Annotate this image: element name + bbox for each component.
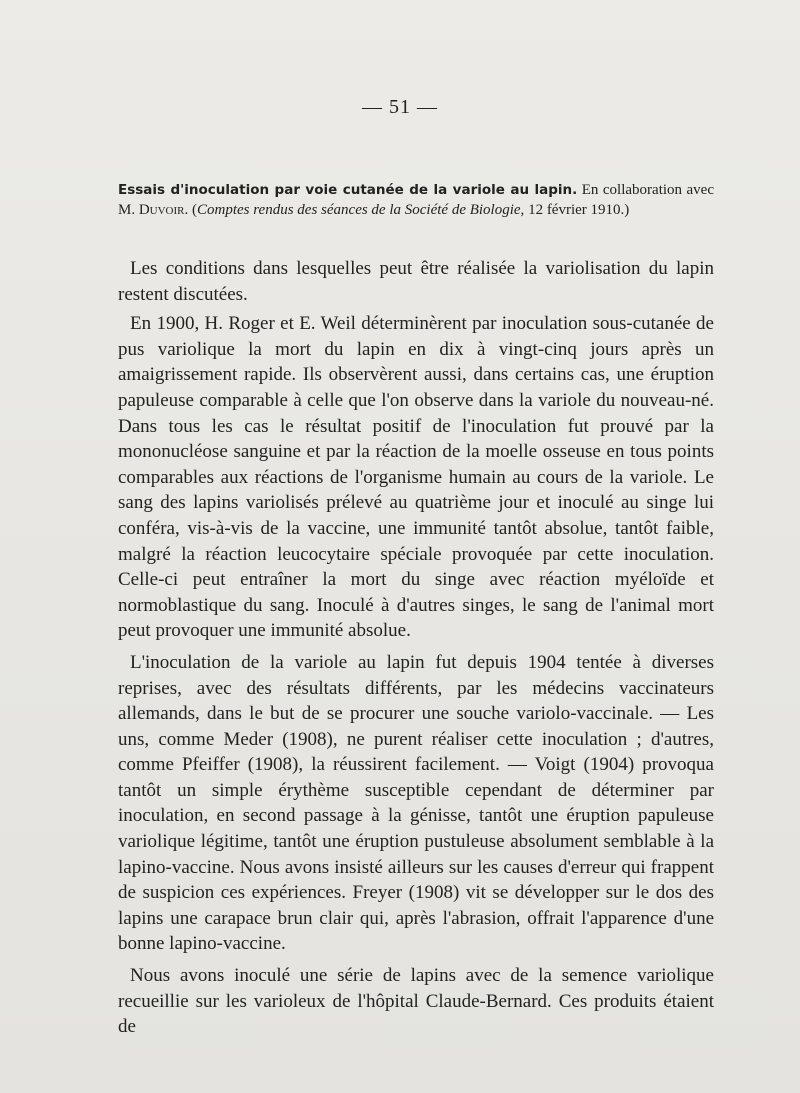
author-name: M. Duvoir. bbox=[118, 202, 189, 218]
paragraph-1: Les conditions dans lesquelles peut être réalisée la variolisation du lapin restent discutées. bbox=[118, 258, 714, 305]
reference-date: 12 février 1910.) bbox=[528, 202, 630, 218]
paragraph-2: En 1900, H. Roger et E. Weil déterminèrent par inoculation sous-cutanée de pus variolique la mort du lapin en dix à vingt-cinq jours après un amaigrissement rapide. Ils observèrent aussi, dans certains cas, une éruption papuleuse comparable à celle que l'on observe dans la variole du nouveau-né. Dans tous les cas le résultat positif de l'inoculation fut prouvé par la mononucléose sanguine et par la réaction de la moelle osseuse en tous points comparables aux réactions de l'organisme humain au cours de la variole. Le sang des lapins variolisés prélevé au quatrième jour et inoculé au singe lui conféra, vis-à-vis de la vaccine, une immunité tantôt absolue, tantôt faible, malgré la réaction leucocytaire spéciale provoquée par cette inoculation. Celle-ci peut entraîner la mort du singe avec réaction myéloïde et normoblastique du sang. Inoculé à d'autres singes, le sang de l'animal mort peut provoquer une immunité absolue. bbox=[118, 313, 714, 642]
article-title: Essais d'inoculation par voie cutanée de la variole au lapin. bbox=[118, 182, 578, 198]
reference-journal: Comptes rendus des séances de la Société de Biologie, bbox=[197, 202, 525, 218]
collaboration-note: En collaboration avec bbox=[581, 182, 714, 198]
page-number: — 51 — bbox=[362, 96, 438, 118]
reference-open-paren: ( bbox=[192, 202, 198, 218]
article-body bbox=[118, 256, 714, 1044]
paragraph-4: Nous avons inoculé une série de lapins avec de la semence variolique recueillie sur les varioleux de l'hôpital Claude-Bernard. Ces produits étaient de bbox=[118, 965, 714, 1038]
paragraph-3: L'inoculation de la variole au lapin fut depuis 1904 tentée à diverses reprises, avec des résultats différents, par les médecins vaccinateurs allemands, dans le but de se procurer une souche variolo-vaccinale. — Les uns, comme Meder (1908), ne purent réaliser cette inoculation ; d'autres, comme Pfeiffer (1908), la réussirent facilement. — Voigt (1904) provoqua tantôt un simple érythème susceptible cependant de déterminer par inoculation, en second passage à la génisse, tantôt une éruption papuleuse variolique légitime, tantôt une éruption pustuleuse absolument semblable à la lapino-vaccine. Nous avons insisté ailleurs sur les causes d'erreur qui frappent de suspicion ces expériences. Freyer (1908) vit se développer sur le dos des lapins une carapace brun clair qui, après l'abrasion, offrait l'apparence d'une bonne lapino-vaccine. bbox=[118, 651, 714, 955]
article-header bbox=[118, 180, 714, 220]
